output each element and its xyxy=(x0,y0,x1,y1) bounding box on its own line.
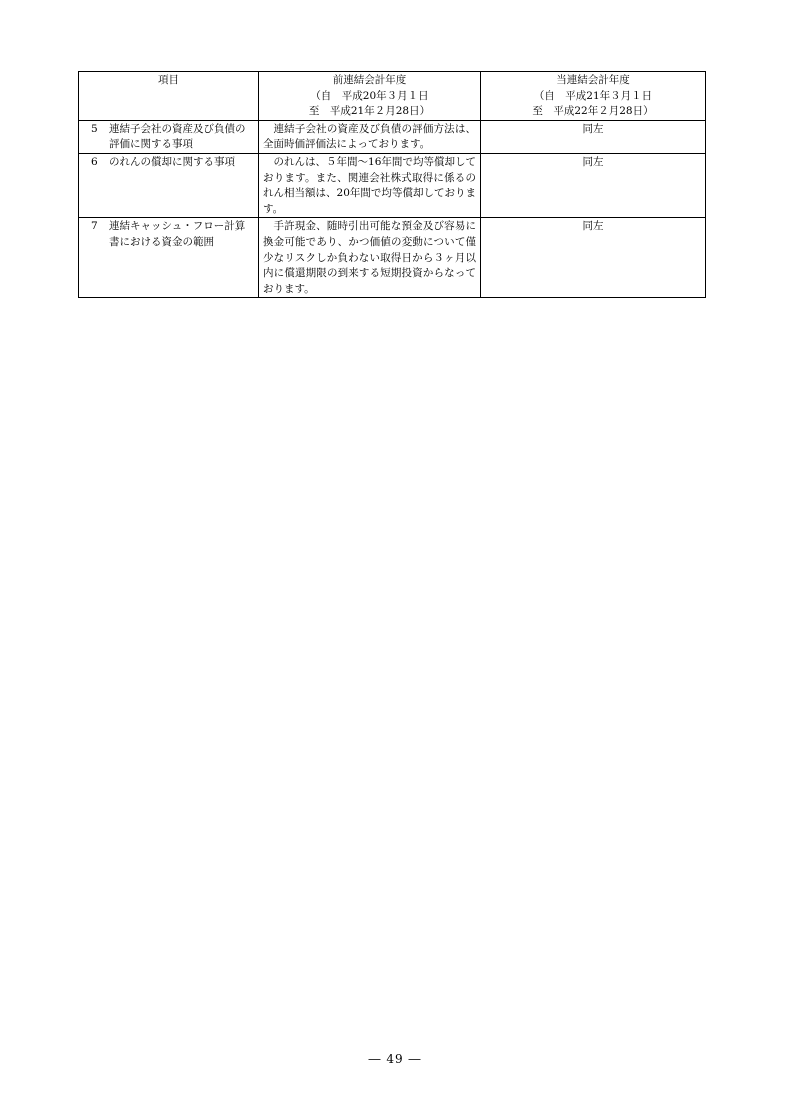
header-prev-from: （自 平成20年３月１日 xyxy=(310,89,429,102)
curr-period-cell xyxy=(481,120,706,153)
curr-period-cell xyxy=(481,218,706,298)
table-row xyxy=(79,120,706,153)
table-row xyxy=(79,218,706,298)
item-number: 6 xyxy=(91,155,98,168)
table-row xyxy=(79,153,706,217)
prev-period-text: のれんは、５年間～16年間で均等償却しております。また、関連会社株式取得に係るのれん相当額は、20年間で均等償却しております。 xyxy=(263,155,476,215)
prev-period-text: 手許現金、随時引出可能な預金及び容易に換金可能であり、かつ価値の変動について僅少なリスクしか負わない取得日から３ヶ月以内に償還期限の到来する短期投資からなっております。 xyxy=(263,220,476,295)
header-item xyxy=(79,72,259,121)
header-curr-title: 当連結会計年度 xyxy=(556,74,630,86)
prev-period-cell xyxy=(259,120,481,153)
curr-period-text: 同左 xyxy=(582,155,604,168)
item-label: 連結キャッシュ・フロー計算書における資金の範囲 xyxy=(109,220,246,248)
curr-period-text: 同左 xyxy=(582,122,604,135)
item-number: 7 xyxy=(91,220,98,233)
item-cell xyxy=(79,153,259,217)
prev-period-cell xyxy=(259,218,481,298)
header-curr-from: （自 平成21年３月１日 xyxy=(533,89,653,102)
item-cell xyxy=(79,120,259,153)
item-label: のれんの償却に関する事項 xyxy=(109,155,235,168)
header-item-label: 項目 xyxy=(158,74,179,86)
item-cell xyxy=(79,218,259,298)
curr-period-text: 同左 xyxy=(582,220,604,233)
prev-period-cell xyxy=(259,153,481,217)
header-curr-to: 至 平成22年２月28日） xyxy=(532,105,654,118)
header-prev-title: 前連結会計年度 xyxy=(332,74,407,86)
header-prev-to: 至 平成21年２月28日） xyxy=(308,105,431,118)
item-label: 連結子会社の資産及び負債の評価に関する事項 xyxy=(109,122,246,151)
accounting-policies-table xyxy=(78,71,706,298)
curr-period-cell xyxy=(481,153,706,217)
item-number: 5 xyxy=(91,122,98,135)
header-prev-period xyxy=(259,72,481,121)
prev-period-text: 連結子会社の資産及び負債の評価方法は、全面時価評価法によっております。 xyxy=(263,122,476,151)
page-number: ― 49 ― xyxy=(368,1052,422,1066)
table-header-row xyxy=(79,72,706,121)
header-curr-period xyxy=(481,72,706,121)
